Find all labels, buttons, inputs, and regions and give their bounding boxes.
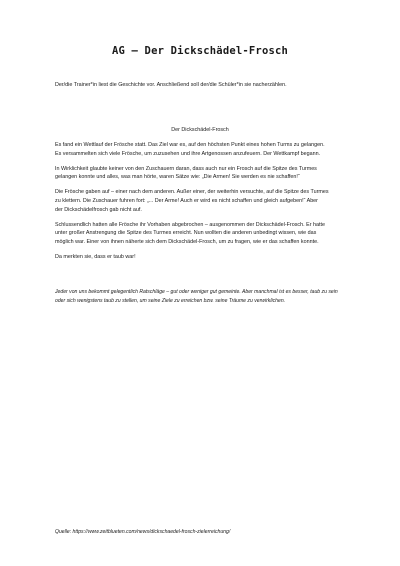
story-line: gelangen konnte und alles, was man hörte, waren Sätze wie: „Die Armen! Sie werden es nie schaffen!“: [55, 174, 300, 181]
story-line: Da merkten sie, dass er taub war!: [55, 253, 136, 260]
story-paragraph: [55, 141, 355, 158]
story-body: [55, 141, 355, 268]
story-line: Schlussendlich hatten alle Frösche ihr Vorhaben abgebrochen – ausgenommen der Dickschädel-Frosch. Er hatte: [55, 221, 325, 228]
story-line: Die Frösche gaben auf – einer nach dem anderen. Außer einer, der weiterhin versuchte, auf die Spitze des Turmes: [55, 189, 329, 196]
story-line: der Dickschädelfrosch gab nicht auf.: [55, 206, 142, 213]
page-title: AG – Der Dickschädel-Frosch: [111, 45, 289, 57]
story-line: möglich war. Einer von ihnen näherte sich dem Dickschädel-Frosch, um zu fragen, wie er das schaffen konnte.: [55, 238, 319, 245]
story-paragraph: [55, 165, 355, 182]
story-title: Der Dickschädel-Frosch: [171, 127, 229, 133]
story-paragraph: [55, 188, 355, 214]
story-line: In Wirklichkeit glaubte keiner von den Zuschauern daran, dass auch nur ein Frosch auf die Spitze des Turmes: [55, 165, 317, 172]
story-paragraph: [55, 221, 355, 247]
story-paragraph: [55, 253, 355, 262]
story-line: Es versammelten sich viele Frösche, um zuzusehen und ihre Artgenossen anzufeuern. Der Wettkampf begann.: [55, 150, 321, 157]
moral-line: oder sich wenigstens taub zu stellen, um seine Ziele zu erreichen bzw. seine Träume zu verwirklichen.: [55, 298, 286, 304]
story-line: Es fand ein Wettlauf der Frösche statt. Das Ziel war es, auf den höchsten Punkt eines hohen Turms zu gelangen.: [55, 142, 325, 148]
moral-text: [55, 288, 355, 306]
instructions-text: Der/die Trainer*in liest die Geschichte vor. Anschließend soll der/die Schüler*in sie nacherzählen.: [55, 82, 287, 88]
story-line: unter großer Anstrengung die Spitze des Turmes erreicht. Nun wollten die anderen unbedingt wissen, wie das: [55, 230, 317, 237]
story-line: zu klettern. Die Zuschauer fuhren fort: „... Der Arme! Auch er wird es nicht schaffen und gleich aufgeben!“ Aber: [55, 197, 318, 204]
source-citation: Quelle: https://www.zeitblueten.com/news/dickschaedel-frosch-zielerreichung/: [55, 529, 231, 535]
moral-line: Jeder von uns bekommt gelegentlich Ratschläge – gut oder weniger gut gemeinte. Aber manchmal ist es besser, taub zu sein: [55, 289, 338, 295]
